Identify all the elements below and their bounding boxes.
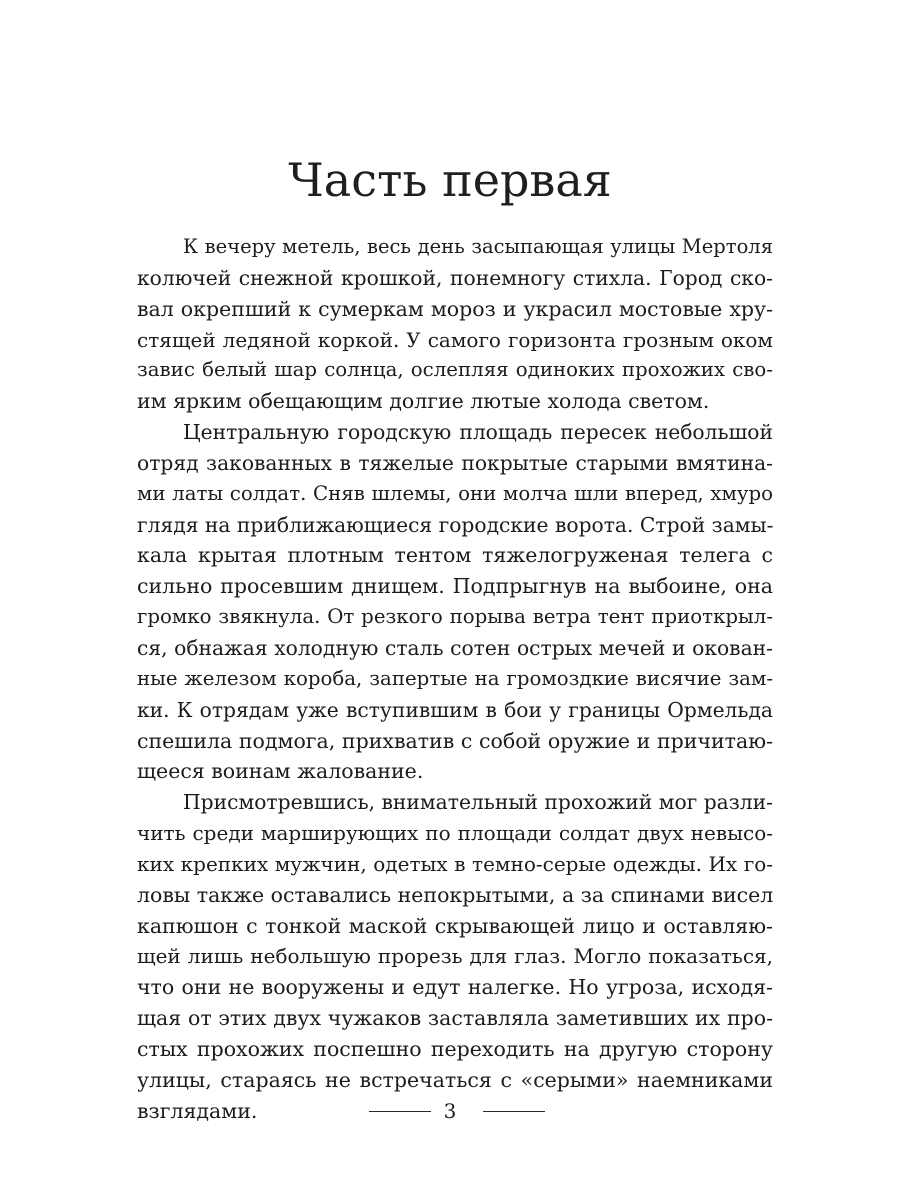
paragraph-3-line-6: щей лишь небольшую прорезь для глаз. Могло показаться,	[137, 944, 773, 969]
paragraph-3-line-7: что они не вооружены и едут налегке. Но угроза, исходя-	[137, 975, 773, 1000]
paragraph-1-line-4: стящей ледяной коркой. У самого горизонта грозным оком	[137, 327, 773, 352]
paragraph-1-line-1: К вечеру метель, весь день засыпающая улицы Мертоля	[183, 235, 773, 258]
page-footer	[0, 1096, 900, 1126]
paragraph-3-line-10: улицы, стараясь не встречаться с «серыми» наемниками	[137, 1067, 773, 1092]
paragraph-1-line-2: колючей снежной крошкой, понемногу стихла. Город ско-	[137, 265, 773, 290]
paragraph-2-line-2: отряд закованных в тяжелые покрытые старыми вмятина-	[137, 450, 773, 475]
paragraph-2-line-3: ми латы солдат. Сняв шлемы, они молча шли вперед, хмуро	[137, 481, 773, 505]
paragraph-3-line-1: Присмотревшись, внимательный прохожий мог разли-	[183, 790, 773, 815]
paragraph-2-line-12: щееся воинам жалование.	[137, 759, 424, 784]
paragraph-2-line-7: громко звякнула. От резкого порыва ветра тент приоткрыл-	[137, 605, 773, 629]
paragraph-2-line-4: глядя на приближающиеся городские ворота. Строй замы-	[137, 512, 774, 537]
paragraph-2-line-9: ные железом короба, запертые на громоздкие висячие зам-	[137, 666, 773, 690]
paragraph-3-line-11: взглядами.	[137, 1098, 258, 1123]
paragraph-2-line-1: Центральную городскую площадь пересек небольшой	[183, 420, 773, 445]
footer-rule-left	[369, 1111, 431, 1112]
paragraph-2-line-8: ся, обнажая холодную сталь сотен острых мечей и окован-	[137, 635, 773, 660]
paragraph-3-line-2: чить среди марширующих по площади солдат двух невысо-	[137, 821, 773, 846]
paragraph-1-line-6: им ярким обещающим долгие лютые холода светом.	[137, 389, 710, 414]
paragraph-3-line-5: капюшон с тонкой маской скрывающей лицо и оставляю-	[137, 913, 773, 938]
footer-rule-right	[483, 1111, 545, 1112]
paragraph-3-line-4: ловы также оставались непокрытыми, а за спинами висел	[137, 882, 774, 907]
paragraph-3-line-9: стых прохожих поспешно переходить на другую сторону	[137, 1036, 773, 1061]
page-number: 3	[443, 1099, 457, 1123]
paragraph-1-line-3: вал окрепший к сумеркам мороз и украсил мостовые хру-	[137, 296, 773, 321]
paragraph-3-line-8: щая от этих двух чужаков заставляла заметивших их про-	[137, 1006, 773, 1031]
chapter-title: Часть первая	[288, 153, 612, 207]
paragraph-2-line-10: ки. К отрядам уже вступившим в бои у границы Ормельда	[137, 697, 773, 722]
paragraph-1-line-5: завис белый шар солнца, ослепляя одиноких прохожих сво-	[137, 358, 773, 382]
paragraph-2-line-11: спешила подмога, прихватив с собой оружие и причитаю-	[137, 728, 773, 753]
paragraph-2-line-5: кала крытая плотным тентом тяжелогруженая телега с	[137, 543, 773, 568]
paragraph-2-line-6: сильно просевшим днищем. Подпрыгнув на выбоине, она	[137, 574, 773, 599]
body-text	[137, 232, 773, 1126]
paragraph-3-line-3: ких крепких мужчин, одетых в темно-серые одежды. Их го-	[137, 851, 773, 876]
